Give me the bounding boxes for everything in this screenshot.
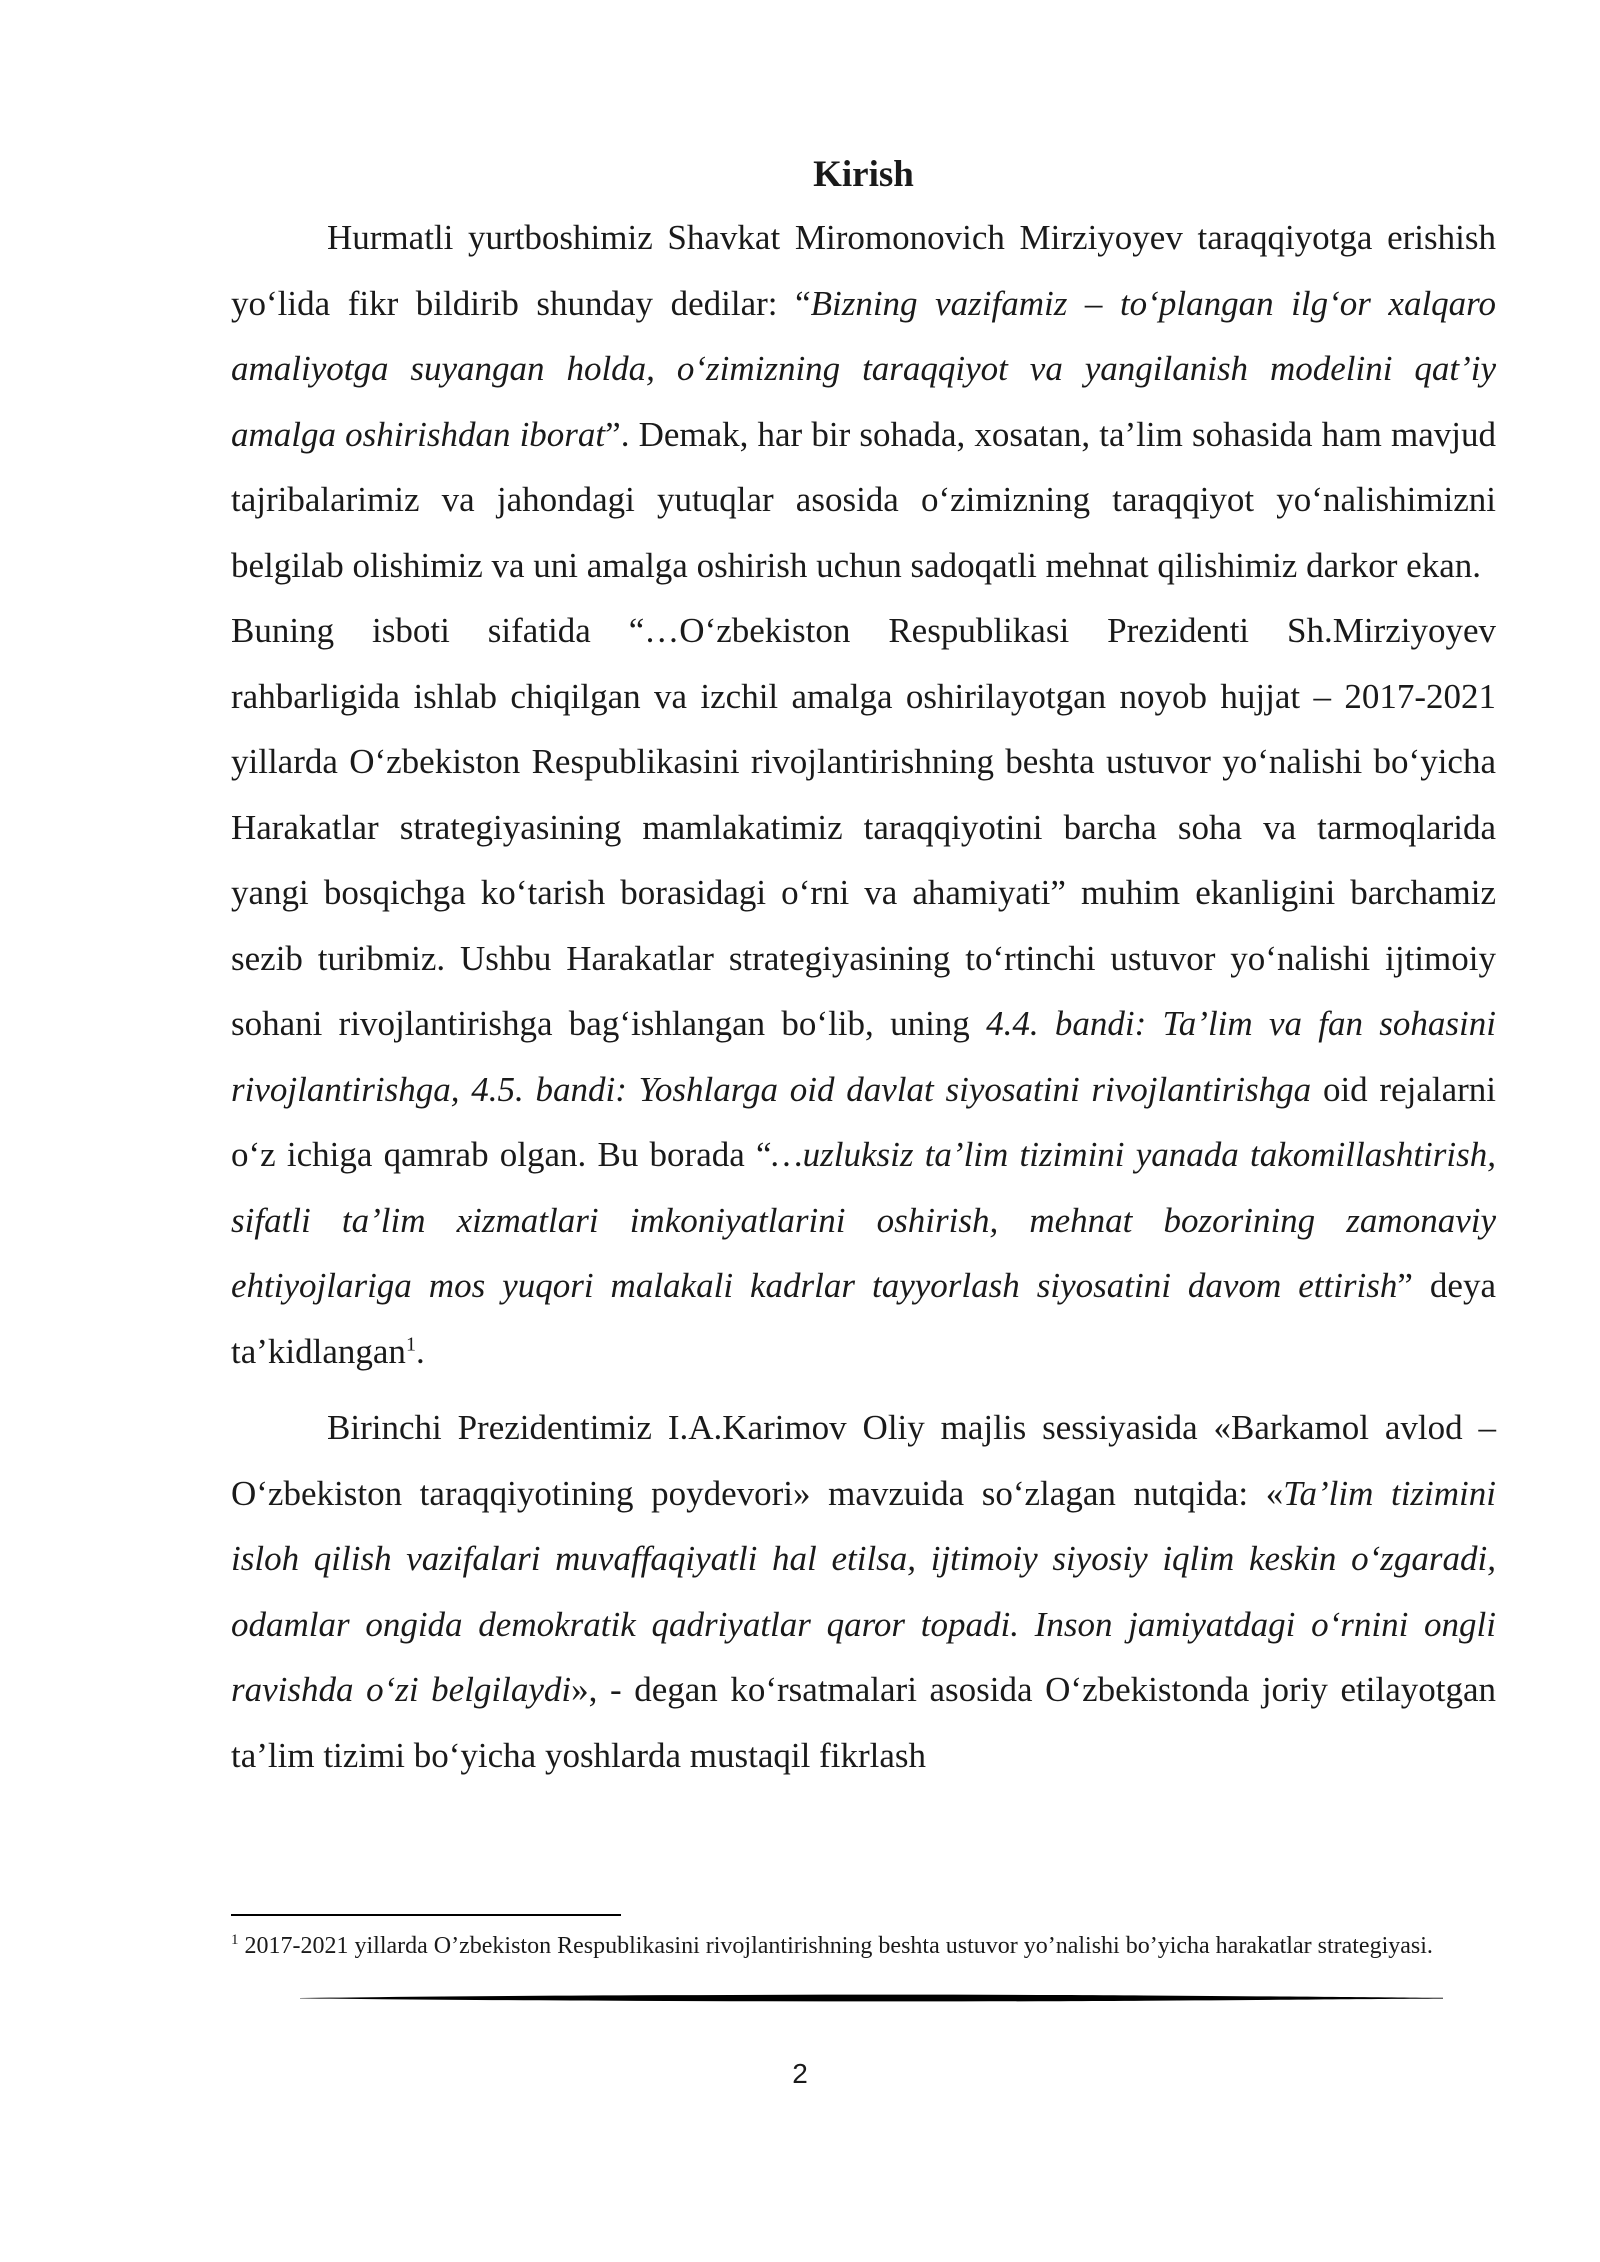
footnote-reference[interactable]: 1 (405, 1332, 416, 1355)
paragraph-1-text-a: Hurmatli yurtboshimiz Shavkat Miromonovich Mirziyoyev taraqqiyotga erishish yo‘lida fikr bildirib shunday dedilar: “ (231, 218, 1496, 323)
section-heading: Kirish (813, 154, 914, 195)
scan-artifact-line (300, 1992, 1443, 2004)
paragraph-2-text-c: ” deya ta’kidlangan (231, 1266, 1496, 1371)
paragraph-2-italic-2: …uzluksiz ta’lim tizimini yanada takomillashtirish, sifatli ta’lim xizmatlari imkoniyatlarini oshirish, mehnat bozorining zamonaviy ehtiyojlariga mos yuqori malakali kadrlar tayyorlash siyosatini davom ettirish (231, 1135, 1496, 1305)
paragraph-2-text-d: . (415, 1331, 425, 1371)
paragraph-2 (231, 598, 1496, 1384)
body-text (231, 145, 1496, 1788)
paragraph-2-text-b: oid rejalarni o‘z ichiga qamrab olgan. Bu borada “ (231, 1069, 1497, 1174)
paragraph-1-quote: Bizning vazifamiz – to‘plangan ilg‘or xalqaro amaliyotga suyangan holda, o‘zimizning taraqqiyot va yangilanish modelini qat’iy amalga oshirishdan iborat (231, 283, 1496, 454)
footnote-separator (231, 1914, 621, 1916)
paragraph-3-text-b: », - degan ko‘rsatmalari asosida O‘zbekistonda joriy etilayotgan ta’lim tizimi bo‘yicha yoshlarda mustaqil fikrlash (231, 1670, 1497, 1775)
page-number: 2 (792, 2058, 808, 2089)
paragraph-3-quote: Ta’lim tizimini isloh qilish vazifalari muvaffaqiyatli hal etilsa, ijtimoiy siyosiy iqlim keskin o‘zgaradi, odamlar ongida demokratik qadriyatlar qaror topadi. Inson jamiyatdagi o‘rnini ongli ravishda o‘zi belgilaydi (231, 1473, 1496, 1709)
footnote-marker: 1 (231, 1932, 239, 1948)
paragraph-3-text-a: Birinchi Prezidentimiz I.A.Karimov Oliy majlis sessiyasida «Barkamol avlod – O‘zbekiston taraqqiyotining poydevori» mavzuida so‘zlagan nutqida: « (231, 1408, 1496, 1513)
paragraph-1 (231, 205, 1496, 598)
paragraph-3 (231, 1395, 1496, 1788)
footnote (231, 1928, 1463, 1964)
footnote-text: 2017-2021 yillarda O’zbekiston Respublikasini rivojlantirishning beshta ustuvor yo’nalishi bo’yicha harakatlar strategiyasi. (238, 1933, 1433, 1959)
paragraph-1-text-b: ”. Demak, har bir sohada, xosatan, ta’lim sohasida ham mavjud tajribalarimiz va jahondagi yutuqlar asosida o‘zimizning taraqqiyot yo‘nalishimizni belgilab olishimiz va uni amalga oshirish uchun sadoqatli mehnat qilishimiz darkor ekan. (231, 414, 1496, 585)
paragraph-2-italic-1: 4.4. bandi: Ta’lim va fan sohasini rivojlantirishga, 4.5. bandi: Yoshlarga oid davlat siyosatini rivojlantirishga (231, 1004, 1496, 1109)
paragraph-2-text-a: Buning isboti sifatida “…O‘zbekiston Respublikasi Prezidenti Sh.Mirziyoyev rahbarligida ishlab chiqilgan va izchil amalga oshirilayotgan noyob hujjat – 2017-2021 yillarda O‘zbekiston Respublikasini rivojlantirishning beshta ustuvor yo‘nalishi bo‘yicha Harakatlar strategiyasining mamlakatimiz taraqqiyotini barcha soha va tarmoqlarida yangi bosqichga ko‘tarish borasidagi o‘rni va ahamiyati” muhim ekanligini barchamiz sezib turibmiz. Ushbu Harakatlar strategiyasining to‘rtinchi ustuvor yo‘nalishi ijtimoiy sohani rivojlantirishga bag‘ishlangan bo‘lib, uning (231, 611, 1496, 1043)
